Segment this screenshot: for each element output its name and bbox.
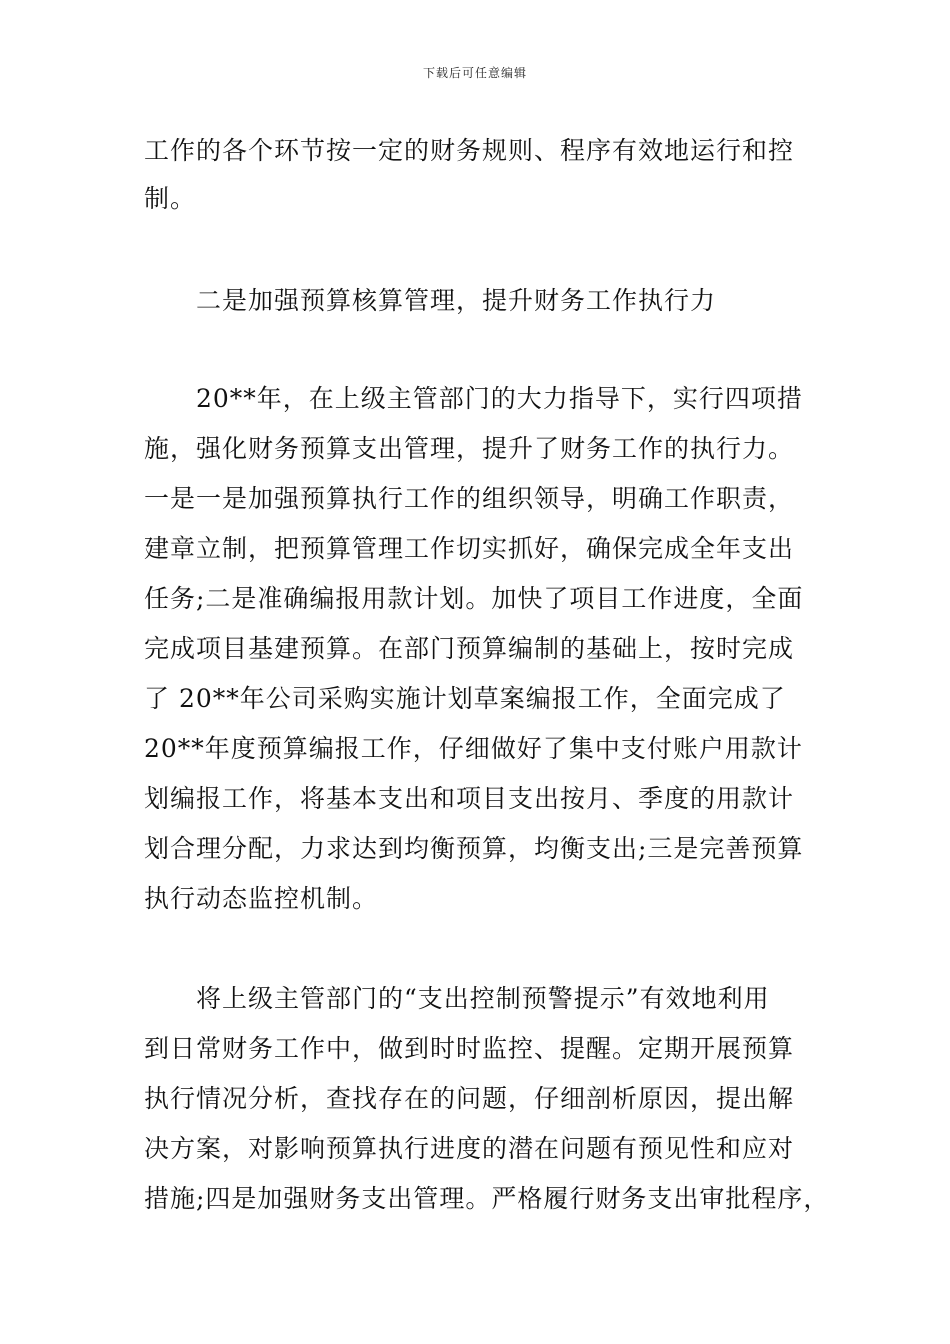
paragraph-1-line-2: 制。 (144, 184, 197, 213)
paragraph-3-line-10: 划合理分配，力求达到均衡预算，均衡支出;三是完善预算 (144, 834, 804, 863)
section-heading: 二是加强预算核算管理，提升财务工作执行力 (196, 286, 717, 315)
paragraph-3-line-9: 划编报工作，将基本支出和项目支出按月、季度的用款计 (144, 784, 795, 813)
paragraph-3-line-8: 20**年度预算编报工作，仔细做好了集中支付账户用款计 (144, 734, 803, 763)
paragraph-3-line-11: 执行动态监控机制。 (144, 884, 379, 913)
paragraph-4-line-3: 执行情况分析，查找存在的问题，仔细剖析原因，提出解 (144, 1084, 795, 1113)
paragraph-3-line-4: 建章立制，把预算管理工作切实抓好，确保完成全年支出 (144, 534, 795, 563)
paragraph-4-line-2: 到日常财务工作中，做到时时监控、提醒。定期开展预算 (144, 1034, 795, 1063)
paragraph-3-line-5: 任务;二是准确编报用款计划。加快了项目工作进度，全面 (144, 584, 804, 613)
paragraph-3-line-7: 了 20**年公司采购实施计划草案编报工作，全面完成了 (144, 684, 786, 713)
paragraph-4-line-1: 将上级主管部门的“支出控制预警提示”有效地利用 (196, 984, 770, 1013)
paragraph-3-line-3: 一是一是加强预算执行工作的组织领导，明确工作职责， (144, 484, 795, 513)
header-note: 下载后可任意编辑 (422, 66, 527, 80)
paragraph-4-line-5: 措施;四是加强财务支出管理。严格履行财务支出审批程序， (144, 1184, 830, 1213)
paragraph-4-line-4: 决方案，对影响预算执行进度的潜在问题有预见性和应对 (144, 1134, 795, 1163)
paragraph-3-line-1: 20**年，在上级主管部门的大力指导下，实行四项措 (196, 384, 803, 413)
paragraph-3-line-2: 施，强化财务预算支出管理，提升了财务工作的执行力。 (144, 434, 795, 463)
paragraph-1-line-1: 工作的各个环节按一定的财务规则、程序有效地运行和控 (144, 136, 795, 165)
paragraph-3-line-6: 完成项目基建预算。在部门预算编制的基础上，按时完成 (144, 634, 795, 663)
